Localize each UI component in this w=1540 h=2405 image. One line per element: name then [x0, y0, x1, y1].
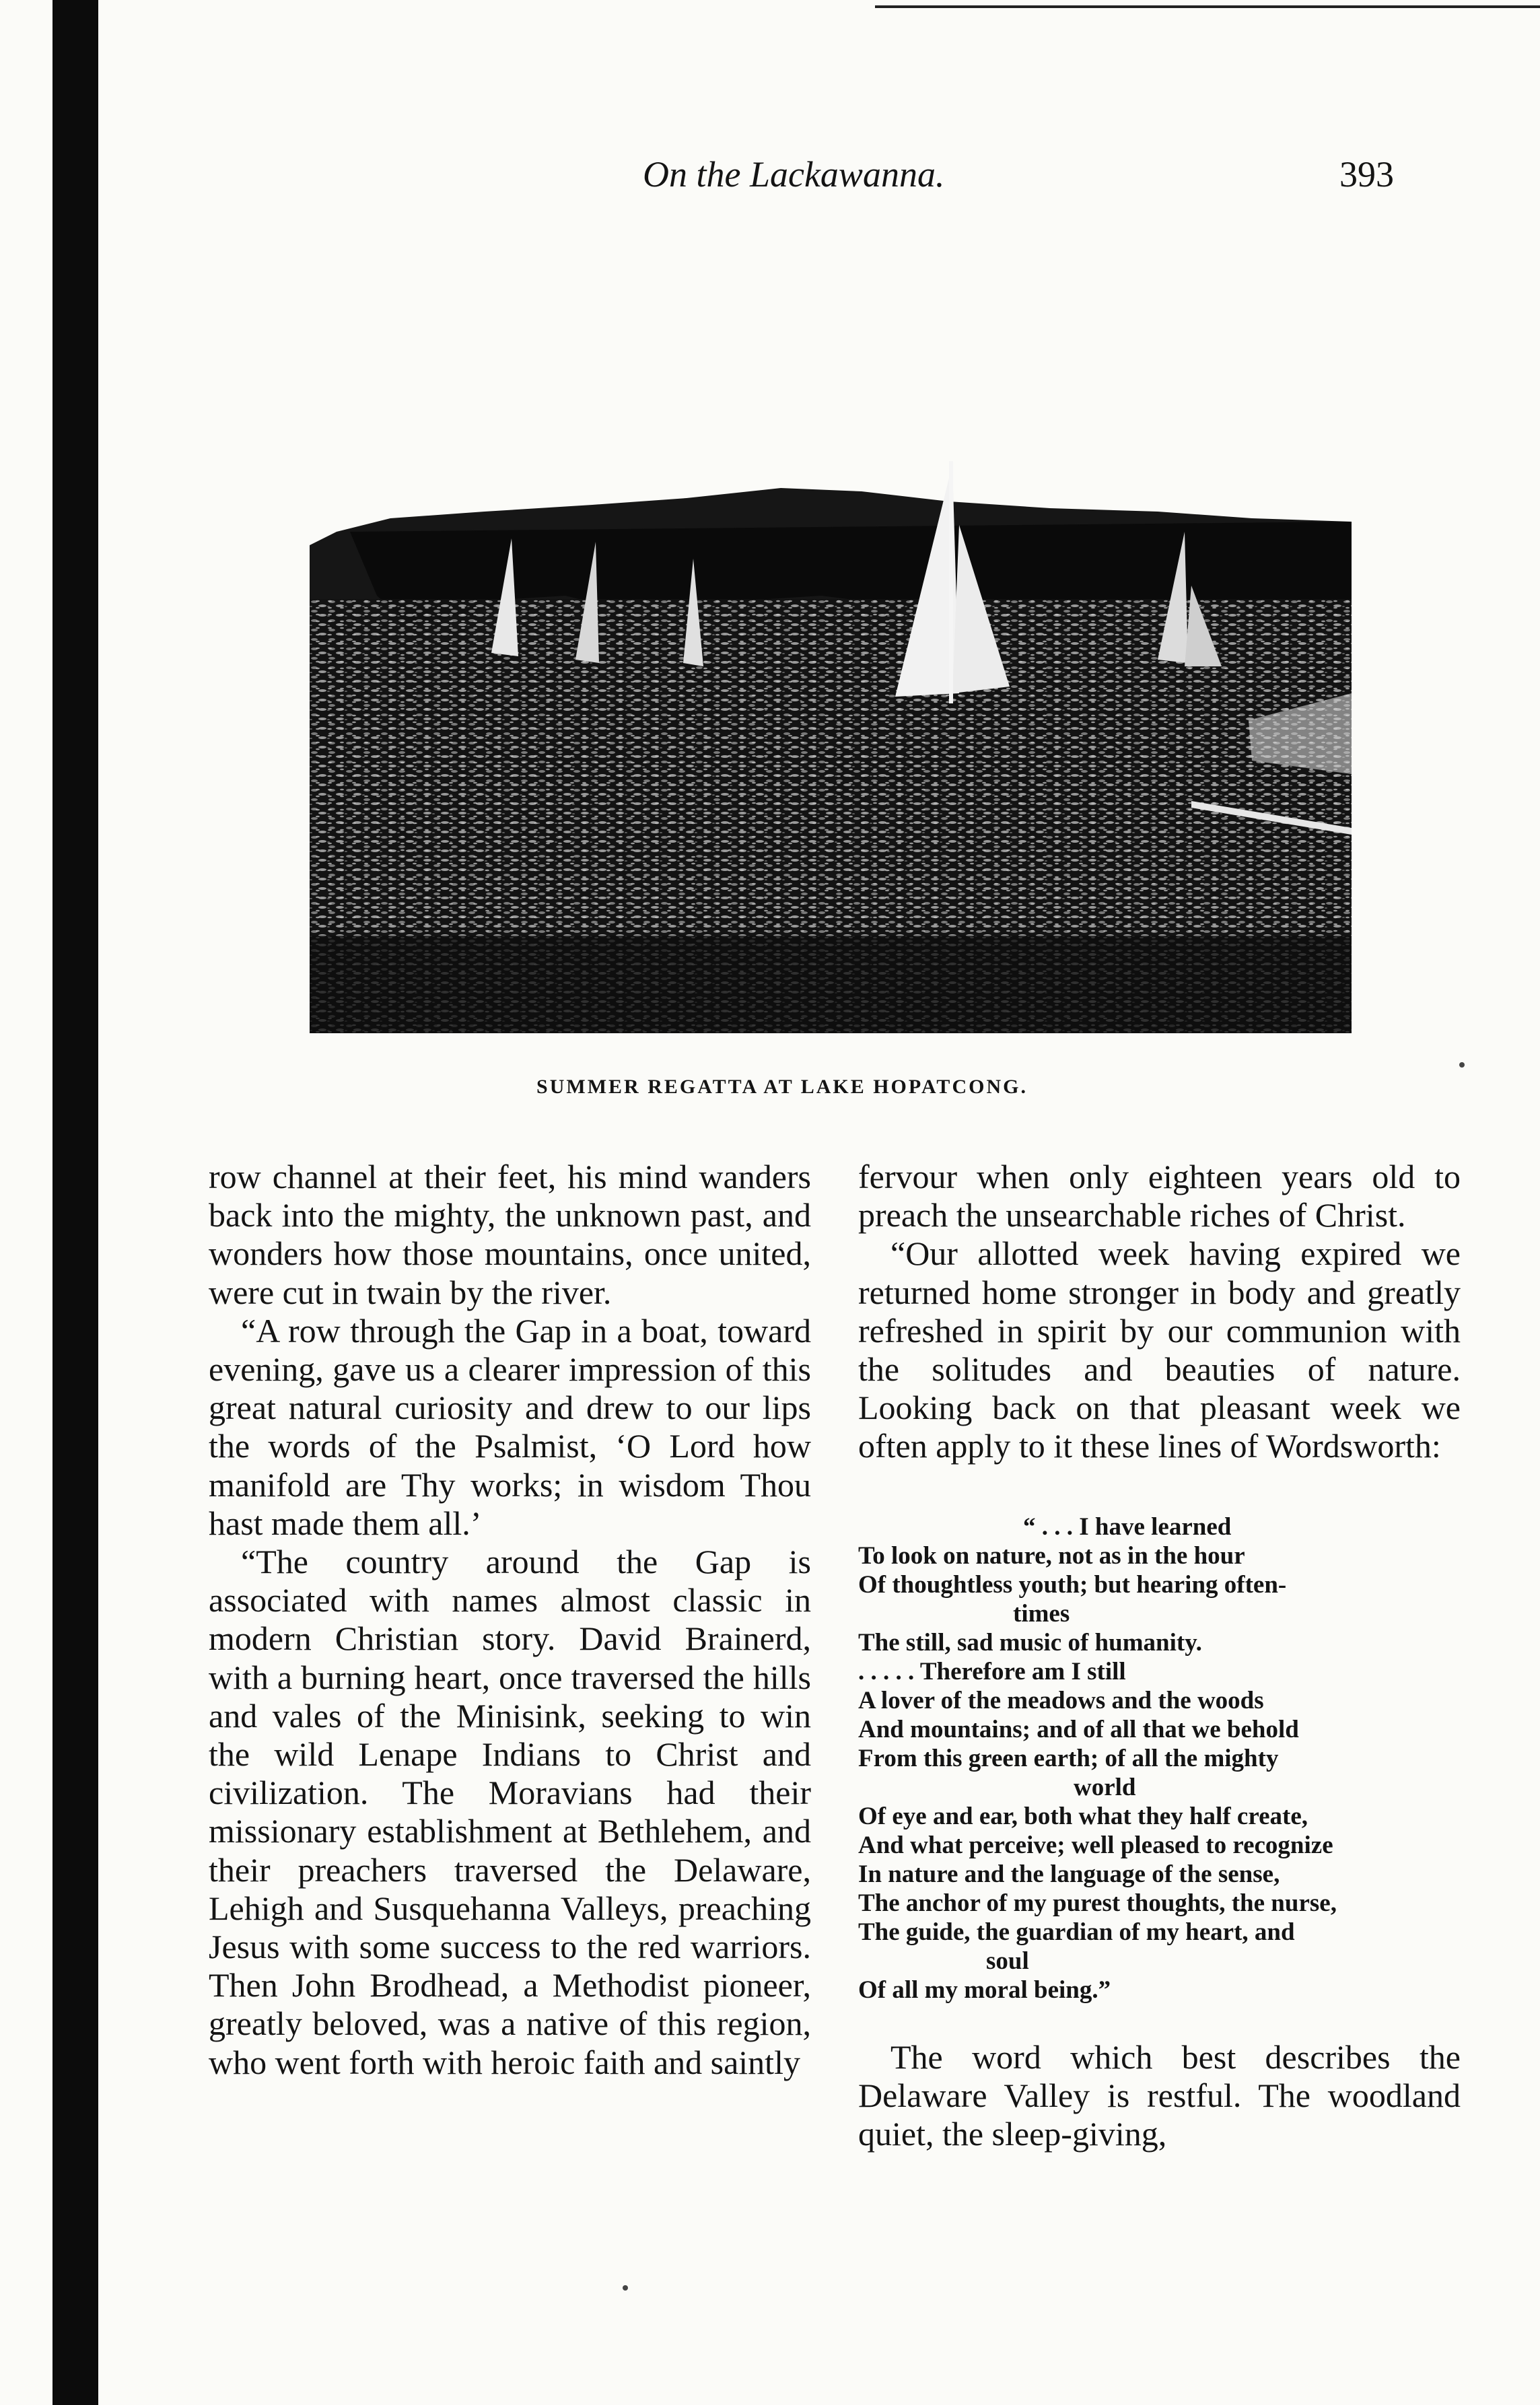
page-speck — [1459, 1062, 1465, 1068]
right-paragraph-1: fervour when only eighteen years old to preach the unsearchable riches of Christ. — [858, 1158, 1461, 1234]
binding-edge — [53, 0, 98, 2405]
poem-line: “ . . . I have learned — [1023, 1512, 1232, 1541]
illustration-caption: SUMMER REGATTA AT LAKE HOPATCONG. — [536, 1076, 1028, 1098]
poem-line: In nature and the language of the sense, — [858, 1860, 1280, 1888]
poem-line: And mountains; and of all that we behold — [858, 1715, 1299, 1743]
poem-line: . . . . . Therefore am I still — [858, 1657, 1126, 1685]
poem-line: A lover of the meadows and the woods — [858, 1686, 1264, 1714]
poem-line: world — [1074, 1773, 1136, 1801]
left-column — [209, 1158, 811, 2082]
right-paragraph-3: The word which best describes the Delaware Valley is restful. The woodland quiet, the sleep-giving, — [858, 2037, 1461, 2153]
left-paragraph-1: row channel at their feet, his mind wanders back into the mighty, the unknown past, and wonders how those mountains, once united, were cut in twain by the river. — [209, 1158, 811, 1311]
poem-line: From this green earth; of all the mighty — [858, 1744, 1279, 1772]
left-paragraph-3: “The country around the Gap is associated with names almost classic in modern Christian story. David Brainerd, with a burning heart, once traversed the hills and vales of the Minisink, seeking to win the wild Lenape Indians to Christ and civilization. The Moravians had their missionary establishment at Bethlehem, and their preachers traversed the Delaware, Lehigh and Susquehanna Valleys, preaching Jesus with some success to the red warriors. Then John Brodhead, a Methodist pioneer, greatly beloved, was a native of this region, who went forth with heroic faith and saintly — [209, 1543, 811, 2081]
poem-line: The still, sad music of humanity. — [858, 1628, 1202, 1657]
right-paragraph-2: “Our allotted week having expired we returned home stronger in body and greatly refreshed in spirit by our communion with the solitudes and beauties of nature. Looking back on that pleasant week we often apply to it these lines of Wordsworth: — [858, 1234, 1461, 1465]
poem-line: soul — [986, 1947, 1029, 1975]
poem-line: The anchor of my purest thoughts, the nurse, — [858, 1889, 1337, 1917]
running-head — [0, 153, 1540, 201]
page-speck — [623, 2285, 628, 2291]
top-rule — [875, 5, 1540, 8]
poem-line: Of eye and ear, both what they half create, — [858, 1802, 1308, 1830]
poem-line: times — [1013, 1599, 1070, 1628]
wordsworth-quotation — [858, 1512, 1461, 2005]
poem-line: The guide, the guardian of my heart, and — [858, 1918, 1295, 1946]
poem-line: To look on nature, not as in the hour — [858, 1541, 1245, 1570]
page-number: 393 — [1339, 154, 1394, 195]
running-head-title: On the Lackawanna. — [643, 154, 945, 195]
right-column — [858, 1158, 1461, 2153]
left-paragraph-2: “A row through the Gap in a boat, toward evening, gave us a clearer impression of this great natural curiosity and drew to our lips the words of the Psalmist, ‘O Lord how manifold are Thy works; in wisdom Thou hast made them all.’ — [209, 1311, 811, 1542]
poem-line: Of thoughtless youth; but hearing often- — [858, 1570, 1287, 1599]
regatta-illustration — [310, 222, 1352, 1033]
poem-line: Of all my moral being.” — [858, 1976, 1111, 2004]
poem-line: And what perceive; well pleased to recognize — [858, 1831, 1333, 1859]
